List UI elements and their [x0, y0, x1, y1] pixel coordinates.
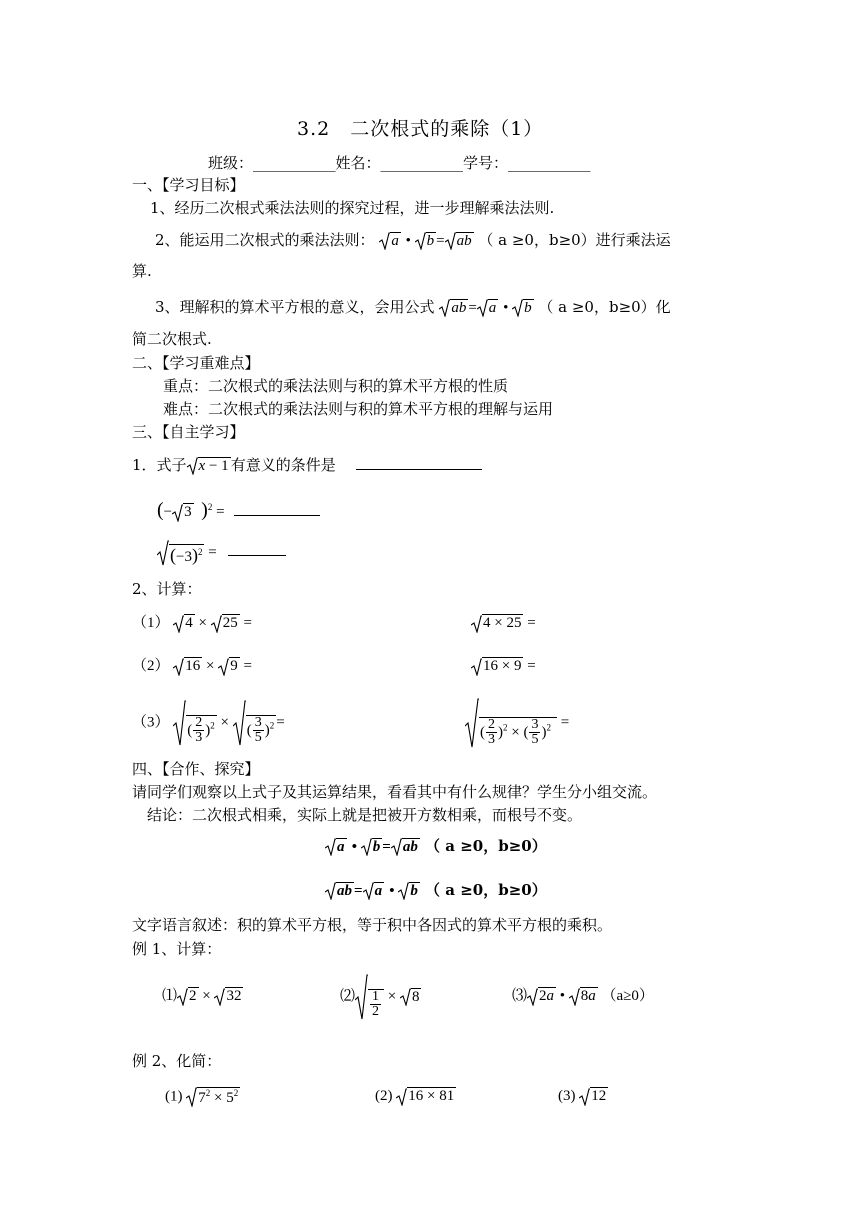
answer-blank[interactable]: [356, 469, 482, 470]
question-1-suffix: 有意义的条件是: [230, 456, 336, 474]
goal-2-prefix: 2、能运用二次根式的乘法法则：: [155, 231, 375, 249]
page-title: 3.2 二次根式的乘除（1）: [297, 118, 544, 140]
example-2-label: 例 2、化简：: [132, 1052, 222, 1070]
example-1-item-3-label: ⑶: [512, 988, 528, 1004]
example-2-item-3: (3) 12: [558, 1088, 607, 1105]
problem-3-left: （3） ( $\frac{2}{3}$ )$^2$ × ( $\frac{3}{5}$ )$^2$ =: [132, 700, 285, 746]
observe-instruction: 请同学们观察以上式子及其运算结果，看看其中有什么规律？学生分小组交流。: [132, 783, 658, 801]
goal-3: [155, 298, 671, 317]
conclusion: 结论：二次根式相乘，实际上就是把被开方数相乘，而根号不变。: [147, 806, 583, 824]
section-heading-goals: 一、【学习目标】: [132, 176, 245, 194]
example-2-item-1-label: (1): [165, 1088, 183, 1105]
problem-1-label: （1）: [132, 615, 170, 631]
goal-1: 1、经历二次根式乘法法则的探究过程，进一步理解乘法法则.: [150, 199, 555, 217]
section-heading-key-points: 二、【学习重难点】: [132, 354, 260, 372]
goal-3-prefix: 3、理解积的算术平方根的意义，会用公式: [155, 298, 435, 316]
example-1-label: 例 1、计算：: [132, 940, 222, 958]
example-1-item-2-label: ⑵: [340, 988, 356, 1005]
problem-2-left: （2） 16 × 9 =: [132, 658, 252, 675]
problem-1-left: （1） 4 × 25 =: [132, 615, 252, 632]
multiplication-rule-formula: a • b = ab: [375, 231, 479, 249]
example-2-item-1: (1) $7^2 \times 5^2$: [165, 1088, 239, 1106]
rule-condition: （ a ≥0，b≥0）: [425, 881, 547, 899]
answer-blank[interactable]: [234, 515, 320, 516]
rule-multiplication: a • b = ab （ a ≥0，b≥0）: [325, 837, 547, 856]
rule-product-root: ab = a • b （ a ≥0，b≥0）: [325, 881, 547, 900]
example-1-item-3: ⑶ 2a • 8a （a≥0）: [512, 988, 654, 1005]
expr-neg-sqrt3-squared: (− 3 )$^2$ =: [157, 498, 320, 522]
goal-2-continuation: 算.: [132, 262, 152, 280]
sqrt-x-minus-1: x − 1: [187, 457, 231, 475]
answer-blank[interactable]: [228, 555, 286, 556]
goal-2-suffix: （ a ≥0，b≥0）进行乘法运: [478, 231, 671, 249]
expr-sqrt-neg3-squared: $(-3)^2$ =: [157, 540, 286, 566]
question-1: [132, 456, 482, 475]
section-heading-self-study: 三、【自主学习】: [132, 423, 245, 441]
example-2-item-2-label: (2): [375, 1088, 393, 1104]
problem-3-right: ( $\frac{2}{3}$ )$^2$ × ( $\frac{3}{5}$ )$^2$ =: [465, 698, 569, 748]
problem-2-label: （2）: [132, 658, 170, 674]
goal-3-continuation: 简二次根式.: [132, 330, 212, 348]
example-1-item-1: ⑴ 2 × 32: [162, 988, 242, 1005]
goal-2: [155, 231, 671, 250]
section-heading-cooperation: 四、【合作、探究】: [132, 760, 260, 778]
key-point: 重点：二次根式的乘法法则与积的算术平方根的性质: [163, 377, 509, 395]
example-1-item-1-label: ⑴: [162, 988, 178, 1004]
product-root-formula: ab = a • b: [435, 298, 539, 316]
problem-2-right: 16 × 9 =: [471, 657, 536, 676]
goal-3-suffix: （ a ≥0，b≥0）化: [538, 298, 671, 316]
example-2-item-3-label: (3): [558, 1088, 576, 1104]
problem-1-right: 4 × 25 =: [471, 614, 536, 633]
verbal-statement: 文字语言叙述：积的算术平方根，等于积中各因式的算术平方根的乘积。: [132, 916, 613, 934]
example-1-item-3-condition: （a≥0）: [601, 988, 654, 1004]
example-1-item-2: ⑵ $\frac{1}{2}$ × 8: [340, 974, 421, 1020]
question-1-prefix: 1．式子: [132, 456, 187, 474]
problem-3-label: （3）: [132, 714, 170, 731]
student-info-line: 班级：___________姓名：___________学号：___________: [208, 154, 591, 172]
difficult-point: 难点：二次根式的乘法法则与积的算术平方根的理解与运用: [163, 400, 554, 418]
question-2-label: 2、计算：: [132, 580, 202, 598]
rule-condition: （ a ≥0，b≥0）: [425, 837, 547, 855]
example-2-item-2: (2) 16 × 81: [375, 1088, 455, 1105]
